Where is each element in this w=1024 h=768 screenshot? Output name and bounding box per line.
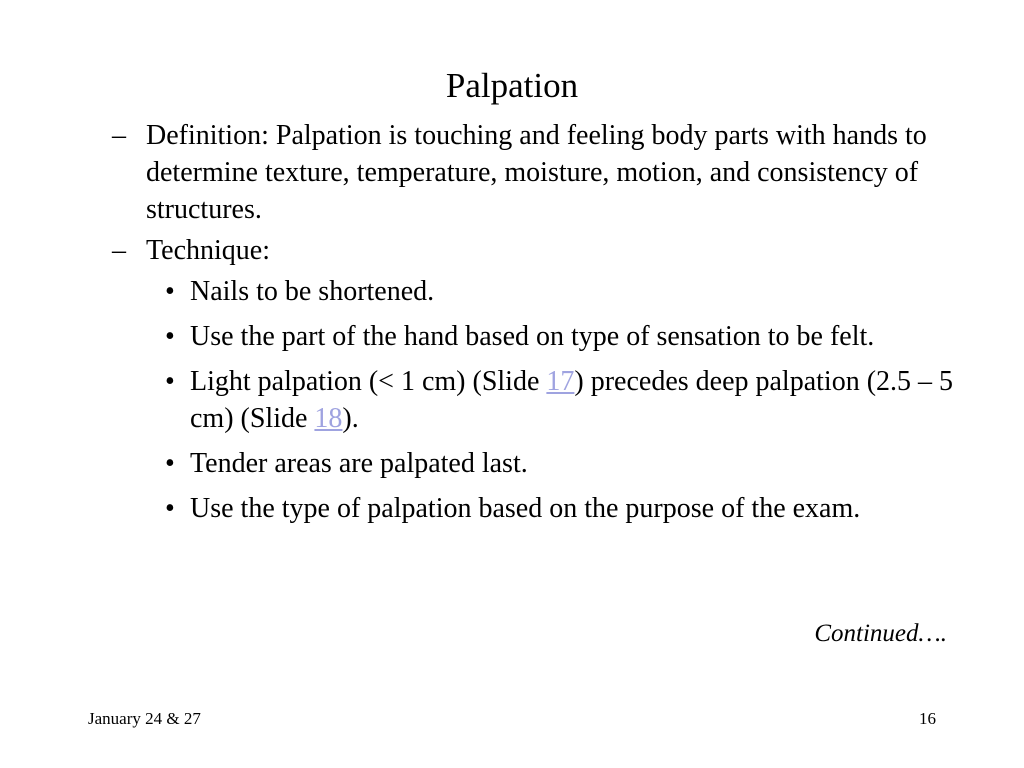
slide-content bbox=[112, 117, 982, 535]
bullet-item bbox=[156, 490, 982, 527]
bullet-text-part: ). bbox=[342, 403, 359, 434]
definition-text: Definition: Palpation is touching and feeling body parts with hands to determine texture, temperature, moisture, motion, and consistency of structures. bbox=[146, 120, 927, 225]
list-item-definition bbox=[112, 117, 982, 228]
bullet-marker: • bbox=[165, 366, 175, 397]
footer-page-number: 16 bbox=[919, 709, 936, 728]
bullet-text: Use the part of the hand based on type of sensation to be felt. bbox=[190, 321, 875, 352]
bullet-item bbox=[156, 318, 982, 355]
dash-marker: – bbox=[112, 235, 126, 266]
technique-bullet-list bbox=[112, 273, 982, 527]
footer-date: January 24 & 27 bbox=[88, 709, 201, 728]
bullet-marker: • bbox=[165, 276, 175, 307]
slide-title: Palpation bbox=[445, 66, 579, 105]
bullet-text-part: ) precedes deep palpation (2.5 – 5 cm) (Slide bbox=[190, 366, 954, 434]
bullet-marker: • bbox=[165, 493, 175, 524]
technique-text: Technique: bbox=[146, 235, 270, 266]
bullet-item bbox=[156, 273, 982, 310]
bullet-text: Use the type of palpation based on the purpose of the exam. bbox=[190, 493, 861, 524]
bullet-item bbox=[156, 445, 982, 482]
bullet-item bbox=[156, 363, 982, 437]
slide-17-link[interactable]: 17 bbox=[546, 366, 575, 397]
bullet-text-part: Light palpation (< 1 cm) (Slide bbox=[190, 366, 547, 397]
bullet-text: Tender areas are palpated last. bbox=[190, 448, 528, 479]
bullet-text bbox=[190, 366, 953, 434]
list-item-technique bbox=[112, 232, 982, 269]
bullet-marker: • bbox=[165, 448, 175, 479]
bullet-marker: • bbox=[165, 321, 175, 352]
continued-note: Continued…. bbox=[814, 620, 947, 647]
dash-marker: – bbox=[112, 120, 126, 151]
bullet-text: Nails to be shortened. bbox=[190, 276, 435, 307]
slide-18-link[interactable]: 18 bbox=[314, 403, 343, 434]
